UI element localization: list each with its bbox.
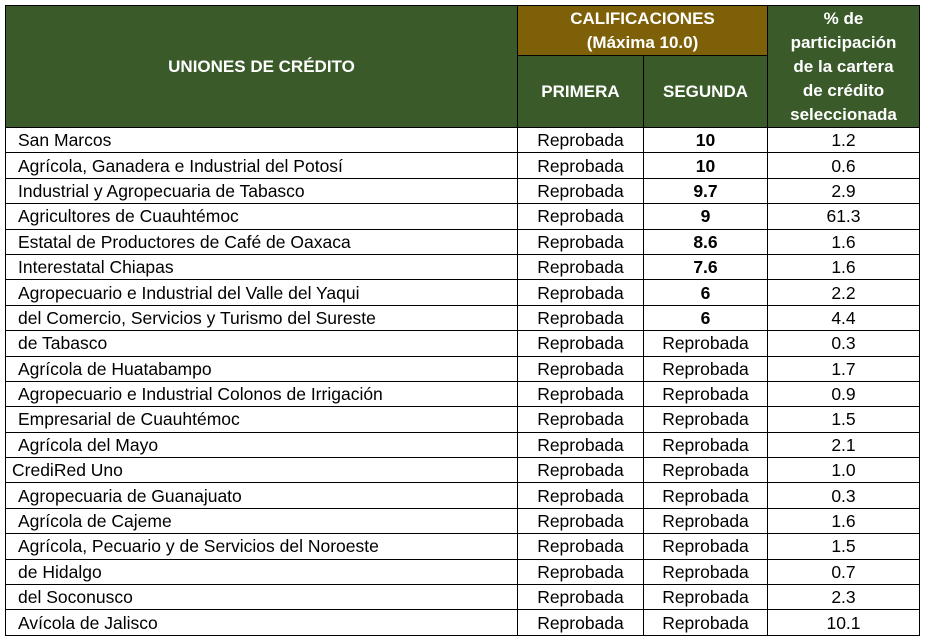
table-row [6, 356, 920, 381]
participation-value: 1.6 [768, 508, 920, 533]
table-row [6, 229, 920, 254]
primera-value: Reprobada [518, 204, 644, 229]
union-name: Agropecuario e Industrial Colonos de Irrigación [6, 381, 518, 406]
participation-value: 2.1 [768, 432, 920, 457]
union-name: San Marcos [6, 128, 518, 153]
primera-value: Reprobada [518, 128, 644, 153]
segunda-value: 6 [644, 305, 768, 330]
primera-value: Reprobada [518, 331, 644, 356]
segunda-value: Reprobada [644, 483, 768, 508]
table-row [6, 254, 920, 279]
union-name: Empresarial de Cuauhtémoc [6, 407, 518, 432]
header-calificaciones-line1: CALIFICACIONES [570, 8, 715, 28]
participation-value: 10.1 [768, 610, 920, 635]
segunda-value: Reprobada [644, 331, 768, 356]
header-primera-label: PRIMERA [541, 81, 620, 101]
union-name: del Comercio, Servicios y Turismo del Sureste [6, 305, 518, 330]
header-primera [518, 56, 644, 128]
header-participacion [768, 6, 920, 128]
table-row [6, 153, 920, 178]
primera-value: Reprobada [518, 305, 644, 330]
union-name: Agropecuario e Industrial del Valle del Yaqui [6, 280, 518, 305]
table-row [6, 534, 920, 559]
segunda-value: Reprobada [644, 381, 768, 406]
primera-value: Reprobada [518, 381, 644, 406]
participation-value: 1.0 [768, 458, 920, 483]
union-name: Industrial y Agropecuaria de Tabasco [6, 178, 518, 203]
participation-value: 2.9 [768, 178, 920, 203]
table-row [6, 559, 920, 584]
primera-value: Reprobada [518, 254, 644, 279]
segunda-value: Reprobada [644, 610, 768, 635]
primera-value: Reprobada [518, 559, 644, 584]
segunda-value: Reprobada [644, 534, 768, 559]
segunda-value: 10 [644, 128, 768, 153]
primera-value: Reprobada [518, 153, 644, 178]
participation-value: 1.5 [768, 407, 920, 432]
table-row [6, 128, 920, 153]
primera-value: Reprobada [518, 432, 644, 457]
header-participacion-line5: seleccionada [790, 104, 897, 124]
union-name: Agrícola de Huatabampo [6, 356, 518, 381]
table-row [6, 508, 920, 533]
table-row [6, 610, 920, 635]
table-row [6, 432, 920, 457]
union-name: Agrícola, Pecuario y de Servicios del Noroeste [6, 534, 518, 559]
participation-value: 1.5 [768, 534, 920, 559]
header-participacion-line1: % de [823, 8, 864, 28]
table-row [6, 585, 920, 610]
participation-value: 61.3 [768, 204, 920, 229]
participation-value: 0.6 [768, 153, 920, 178]
header-segunda-label: SEGUNDA [662, 81, 748, 101]
primera-value: Reprobada [518, 534, 644, 559]
header-unions [6, 6, 518, 128]
header-segunda [644, 56, 768, 128]
table-row [6, 280, 920, 305]
primera-value: Reprobada [518, 610, 644, 635]
segunda-value: 10 [644, 153, 768, 178]
primera-value: Reprobada [518, 483, 644, 508]
segunda-value: 9.7 [644, 178, 768, 203]
table-row [6, 305, 920, 330]
participation-value: 0.3 [768, 331, 920, 356]
segunda-value: 8.6 [644, 229, 768, 254]
table-row [6, 178, 920, 203]
header-participacion-line2: participación [790, 32, 897, 52]
union-name: Agricultores de Cuauhtémoc [6, 204, 518, 229]
participation-value: 1.6 [768, 254, 920, 279]
table-row [6, 458, 920, 483]
union-name: Agropecuaria de Guanajuato [6, 483, 518, 508]
primera-value: Reprobada [518, 280, 644, 305]
table-row [6, 381, 920, 406]
credit-unions-table [5, 5, 920, 636]
primera-value: Reprobada [518, 407, 644, 432]
table-row [6, 483, 920, 508]
union-name: Estatal de Productores de Café de Oaxaca [6, 229, 518, 254]
primera-value: Reprobada [518, 458, 644, 483]
participation-value: 1.6 [768, 229, 920, 254]
participation-value: 4.4 [768, 305, 920, 330]
header-calificaciones [518, 6, 768, 56]
participation-value: 1.2 [768, 128, 920, 153]
header-participacion-line3: de la cartera [793, 56, 894, 76]
primera-value: Reprobada [518, 508, 644, 533]
union-name: CrediRed Uno [6, 458, 518, 483]
union-name: Avícola de Jalisco [6, 610, 518, 635]
segunda-value: Reprobada [644, 432, 768, 457]
header-calificaciones-line2: (Máxima 10.0) [586, 32, 699, 52]
union-name: Interestatal Chiapas [6, 254, 518, 279]
segunda-value: Reprobada [644, 407, 768, 432]
primera-value: Reprobada [518, 585, 644, 610]
primera-value: Reprobada [518, 178, 644, 203]
segunda-value: Reprobada [644, 508, 768, 533]
segunda-value: 6 [644, 280, 768, 305]
participation-value: 1.7 [768, 356, 920, 381]
segunda-value: Reprobada [644, 585, 768, 610]
table-row [6, 204, 920, 229]
segunda-value: 7.6 [644, 254, 768, 279]
union-name: de Hidalgo [6, 559, 518, 584]
table-row [6, 407, 920, 432]
header-participacion-line4: de crédito [802, 80, 885, 100]
participation-value: 0.7 [768, 559, 920, 584]
header-unions-label: UNIONES DE CRÉDITO [168, 56, 355, 76]
participation-value: 0.3 [768, 483, 920, 508]
union-name: de Tabasco [6, 331, 518, 356]
segunda-value: 9 [644, 204, 768, 229]
table-row [6, 331, 920, 356]
participation-value: 0.9 [768, 381, 920, 406]
union-name: Agrícola de Cajeme [6, 508, 518, 533]
union-name: del Soconusco [6, 585, 518, 610]
participation-value: 2.3 [768, 585, 920, 610]
segunda-value: Reprobada [644, 559, 768, 584]
union-name: Agrícola del Mayo [6, 432, 518, 457]
segunda-value: Reprobada [644, 356, 768, 381]
participation-value: 2.2 [768, 280, 920, 305]
primera-value: Reprobada [518, 229, 644, 254]
union-name: Agrícola, Ganadera e Industrial del Potosí [6, 153, 518, 178]
primera-value: Reprobada [518, 356, 644, 381]
segunda-value: Reprobada [644, 458, 768, 483]
